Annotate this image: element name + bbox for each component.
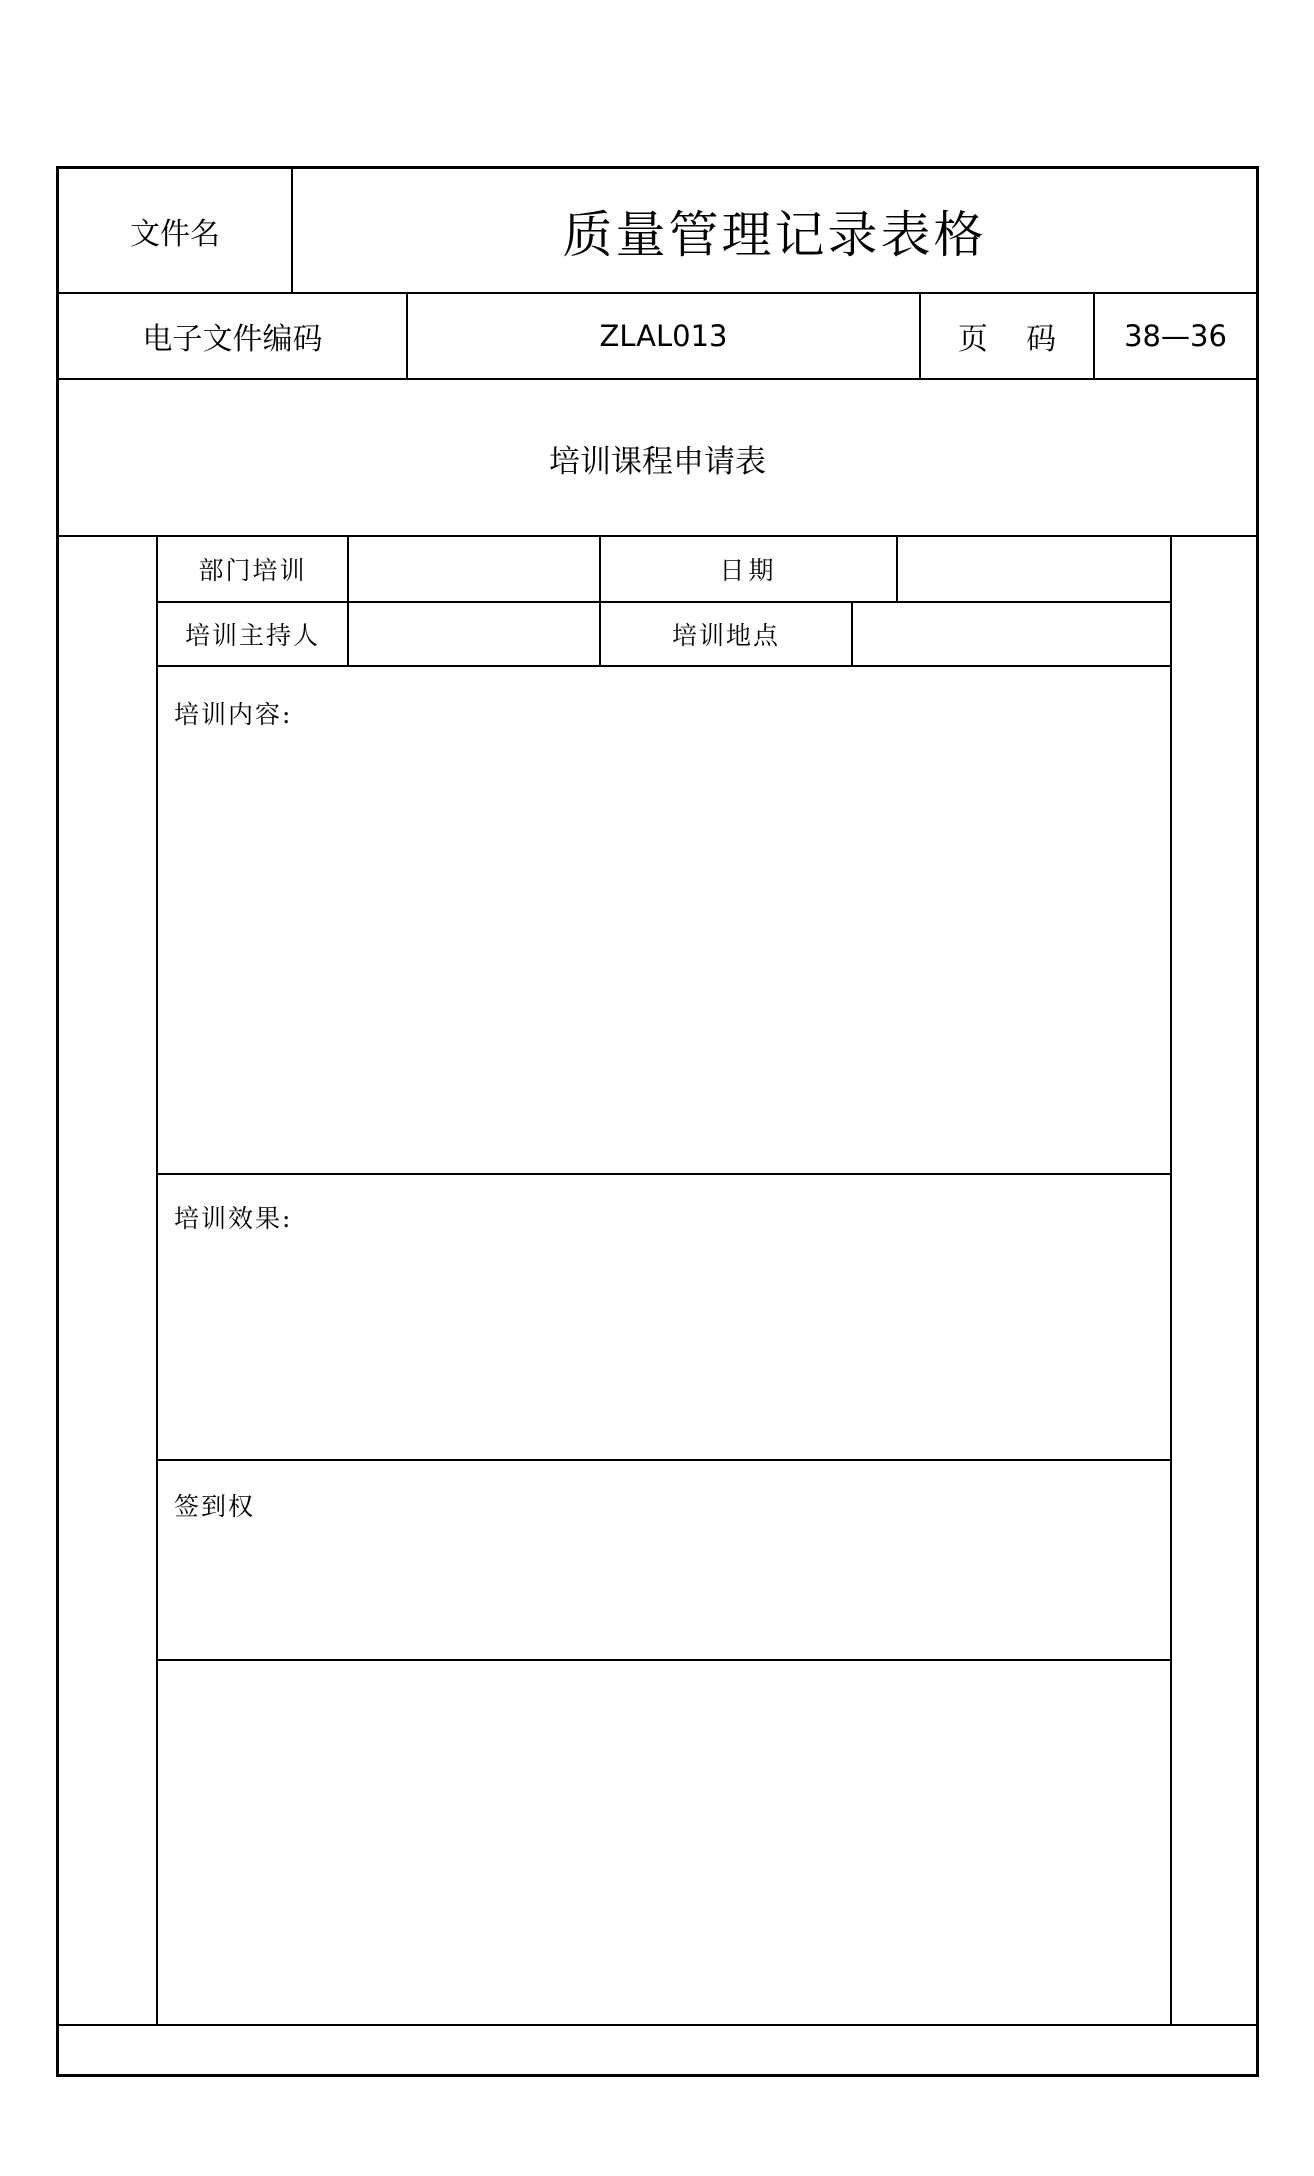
electronic-code-value: ZLAL013 [599, 319, 728, 353]
divider [158, 1173, 1170, 1175]
date-field[interactable] [898, 537, 1170, 601]
file-name-label: 文件名 [130, 216, 220, 252]
location-label: 培训地点 [671, 621, 780, 650]
divider [158, 665, 1170, 667]
page-number: 38—36 [1124, 319, 1227, 353]
document-frame [56, 166, 1259, 2077]
host-label: 培训主持人 [184, 621, 320, 650]
application-form [156, 537, 1172, 2026]
divider [158, 1459, 1170, 1461]
document-title: 质量管理记录表格 [562, 205, 987, 264]
page-label: 页 码 [957, 322, 1057, 357]
department-training-field[interactable] [349, 537, 599, 601]
host-field[interactable] [349, 603, 599, 665]
signature-label: 签到权 [174, 1492, 256, 1521]
electronic-code-label: 电子文件编码 [142, 322, 323, 357]
department-training-label: 部门培训 [198, 556, 307, 585]
form-title: 培训课程申请表 [549, 444, 766, 480]
date-label: 日期 [719, 556, 778, 585]
location-field[interactable] [853, 603, 1170, 665]
training-effect-label: 培训效果: [174, 1204, 293, 1233]
divider [59, 2024, 1256, 2026]
training-content-label: 培训内容: [174, 700, 293, 729]
divider [158, 1659, 1170, 1661]
